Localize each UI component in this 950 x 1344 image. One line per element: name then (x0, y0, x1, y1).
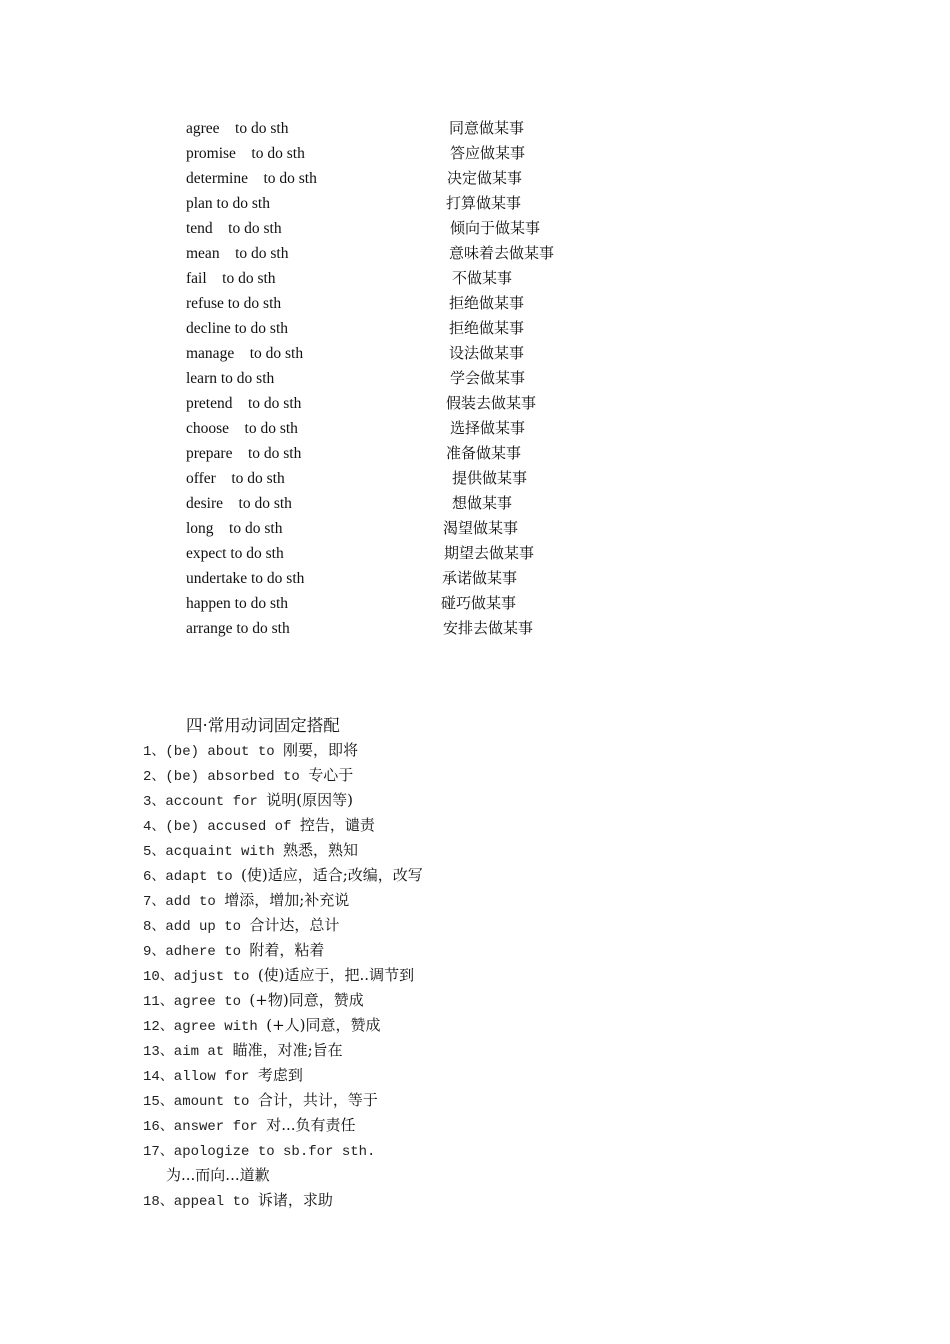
phrase-meaning: (+人)同意，赞成 (266, 1016, 381, 1034)
verb-meaning: 答应做某事 (450, 144, 526, 162)
phrase-meaning: 瞄准，对准;旨在 (232, 1041, 343, 1059)
phrase-english: 14、allow for (143, 1069, 258, 1085)
verb-phrase: plan to do sth (186, 195, 270, 212)
phrase-english: 12、agree with (143, 1019, 267, 1035)
verb-phrase: decline to do sth (186, 320, 289, 337)
phrase-item (143, 1013, 381, 1038)
phrase-meaning: 增添，增加;补充说 (224, 891, 350, 909)
phrase-english: 18、appeal to (143, 1194, 258, 1210)
verb-phrase: long to do sth (186, 520, 283, 537)
phrase-meaning: 熟悉，熟知 (283, 841, 359, 859)
verb-meaning: 碰巧做某事 (441, 594, 517, 612)
phrase-item (143, 863, 423, 888)
phrase-meaning: 控告，谴责 (299, 816, 375, 834)
phrase-item (143, 1038, 343, 1063)
phrase-english: 7、add to (143, 894, 225, 910)
verb-meaning: 拒绝做某事 (449, 319, 525, 337)
phrase-english: 10、adjust to (143, 969, 258, 985)
phrase-item (143, 888, 349, 913)
phrase-meaning: 刚要，即将 (283, 741, 359, 759)
phrase-meaning: 专心于 (308, 766, 354, 784)
phrase-english: 8、add up to (143, 919, 250, 935)
verb-phrase: mean to do sth (186, 245, 289, 262)
phrase-english: 2、(be) absorbed to (143, 769, 309, 785)
verb-meaning: 渴望做某事 (443, 519, 519, 537)
verb-phrase: tend to do sth (186, 220, 282, 237)
verb-meaning: 选择做某事 (450, 419, 526, 437)
phrase-english: 16、answer for (143, 1119, 267, 1135)
phrase-item (143, 763, 353, 788)
verb-phrase: expect to do sth (186, 545, 284, 562)
phrase-item (143, 1188, 333, 1213)
phrase-item (143, 788, 353, 813)
verb-phrase: manage to do sth (186, 345, 304, 362)
verb-meaning: 决定做某事 (447, 169, 523, 187)
verb-meaning: 期望去做某事 (444, 544, 535, 562)
verb-meaning: 承诺做某事 (442, 569, 518, 587)
phrase-meaning: 合计达，总计 (249, 916, 340, 934)
verb-phrase: promise to do sth (186, 145, 305, 162)
verb-phrase: offer to do sth (186, 470, 285, 487)
verb-phrase: pretend to do sth (186, 395, 302, 412)
phrase-meaning: (+物)同意，赞成 (249, 991, 364, 1009)
phrase-item (166, 1163, 270, 1188)
phrase-meaning: 诉诸，求助 (257, 1191, 333, 1209)
phrase-english: 4、(be) accused of (143, 819, 300, 835)
phrase-meaning: 说明(原因等) (266, 791, 353, 809)
phrase-english: 1、(be) about to (143, 744, 284, 760)
phrase-item (143, 1138, 375, 1163)
verb-phrase: fail to do sth (186, 270, 276, 287)
phrase-meaning: 对...负有责任 (266, 1116, 356, 1134)
verb-meaning: 想做某事 (452, 494, 513, 512)
section-heading: 四·常用动词固定搭配 (186, 716, 340, 735)
verb-phrase: choose to do sth (186, 420, 298, 437)
phrase-english: 5、acquaint with (143, 844, 284, 860)
phrase-meaning: 合计，共计，等于 (257, 1091, 378, 1109)
phrase-item (143, 1063, 303, 1088)
verb-meaning: 设法做某事 (449, 344, 525, 362)
phrase-english: 6、adapt to (143, 869, 242, 885)
verb-phrase: agree to do sth (186, 120, 289, 137)
verb-meaning: 打算做某事 (446, 194, 522, 212)
phrase-meaning: (使)适应，适合;改编，改写 (241, 866, 423, 884)
phrase-item (143, 913, 339, 938)
phrase-item (143, 963, 414, 988)
verb-phrase: undertake to do sth (186, 570, 305, 587)
phrase-item (143, 1088, 378, 1113)
verb-meaning: 倾向于做某事 (450, 219, 541, 237)
verb-meaning: 安排去做某事 (443, 619, 534, 637)
verb-phrase: arrange to do sth (186, 620, 290, 637)
phrase-meaning: 考虑到 (257, 1066, 303, 1084)
verb-meaning: 意味着去做某事 (449, 244, 555, 262)
phrase-meaning: 为...而向...道歉 (166, 1166, 270, 1184)
phrase-meaning: 附着，粘着 (249, 941, 325, 959)
verb-phrase: learn to do sth (186, 370, 275, 387)
verb-meaning: 提供做某事 (452, 469, 528, 487)
phrase-english: 13、aim at (143, 1044, 233, 1060)
verb-phrase: refuse to do sth (186, 295, 282, 312)
phrase-item (143, 813, 375, 838)
phrase-english: 3、account for (143, 794, 267, 810)
verb-phrase: happen to do sth (186, 595, 289, 612)
phrase-english: 15、amount to (143, 1094, 258, 1110)
phrase-item (143, 738, 358, 763)
phrase-meaning: (使)适应于，把..调节到 (257, 966, 415, 984)
verb-meaning: 准备做某事 (446, 444, 522, 462)
phrase-item (143, 1113, 356, 1138)
verb-phrase: desire to do sth (186, 495, 292, 512)
verb-meaning: 同意做某事 (449, 119, 525, 137)
verb-meaning: 学会做某事 (450, 369, 526, 387)
verb-meaning: 拒绝做某事 (449, 294, 525, 312)
phrase-item (143, 988, 364, 1013)
verb-phrase: determine to do sth (186, 170, 317, 187)
phrase-english: 11、agree to (143, 994, 250, 1010)
verb-meaning: 不做某事 (452, 269, 513, 287)
phrase-english: 9、adhere to (143, 944, 250, 960)
phrase-item (143, 938, 324, 963)
verb-meaning: 假装去做某事 (446, 394, 537, 412)
phrase-english: 17、apologize to sb.for sth. (143, 1144, 376, 1160)
verb-phrase: prepare to do sth (186, 445, 302, 462)
phrase-item (143, 838, 358, 863)
